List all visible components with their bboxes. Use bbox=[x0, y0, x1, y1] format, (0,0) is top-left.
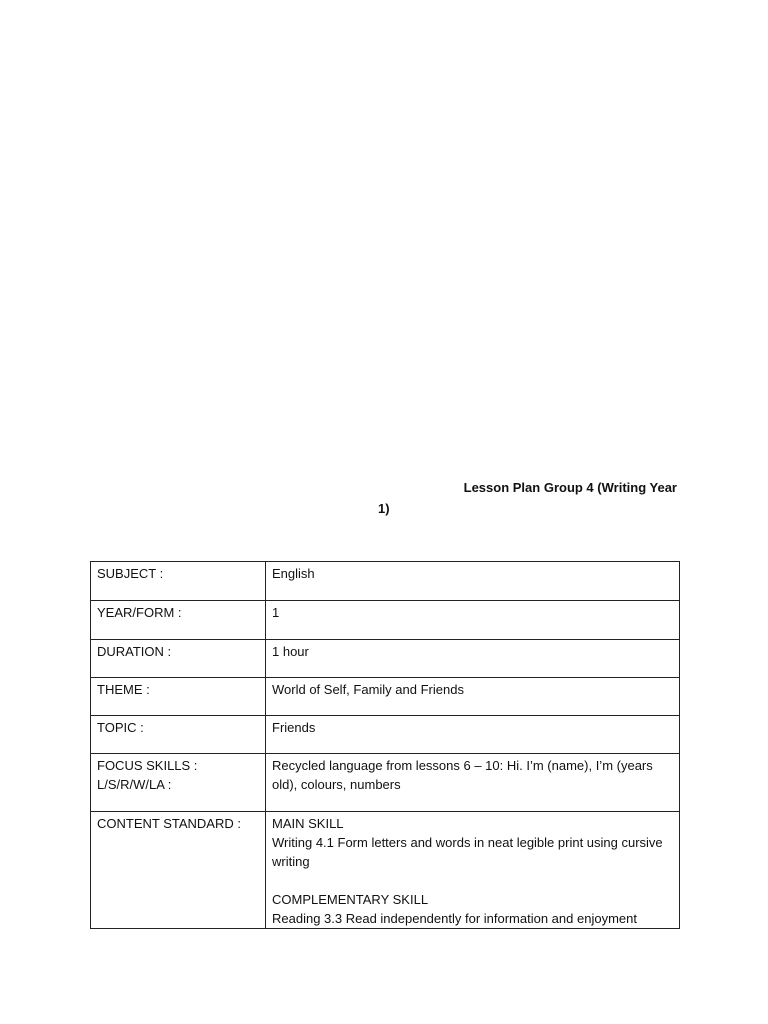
table-row-focus-skills bbox=[91, 754, 680, 812]
table-row-content-standard bbox=[91, 812, 680, 929]
row-value: 1 hour bbox=[266, 640, 680, 678]
row-value: MAIN SKILL Writing 4.1 Form letters and words in neat legible print using cursive writing COMPLEMENTARY SKILL Reading 3.3 Read independently for information and enjoyment bbox=[266, 812, 680, 929]
lesson-plan-title-line-2: 1) bbox=[378, 501, 390, 516]
table-row-subject bbox=[91, 562, 680, 601]
row-label: CONTENT STANDARD : bbox=[91, 812, 266, 929]
row-value: 1 bbox=[266, 601, 680, 640]
row-value: English bbox=[266, 562, 680, 601]
row-label: SUBJECT : bbox=[91, 562, 266, 601]
row-label: THEME : bbox=[91, 678, 266, 716]
row-label: DURATION : bbox=[91, 640, 266, 678]
row-label: TOPIC : bbox=[91, 716, 266, 754]
row-label: FOCUS SKILLS : L/S/R/W/LA : bbox=[91, 754, 266, 812]
row-value: World of Self, Family and Friends bbox=[266, 678, 680, 716]
table-row-theme bbox=[91, 678, 680, 716]
lesson-plan-title-line-1: Lesson Plan Group 4 (Writing Year bbox=[463, 480, 677, 495]
lesson-plan-table bbox=[90, 561, 680, 929]
table-row-duration bbox=[91, 640, 680, 678]
row-label: YEAR/FORM : bbox=[91, 601, 266, 640]
table-row-topic bbox=[91, 716, 680, 754]
row-value: Friends bbox=[266, 716, 680, 754]
row-value: Recycled language from lessons 6 – 10: Hi. I’m (name), I’m (years old), colours, numbers bbox=[266, 754, 680, 812]
table-row-year-form bbox=[91, 601, 680, 640]
